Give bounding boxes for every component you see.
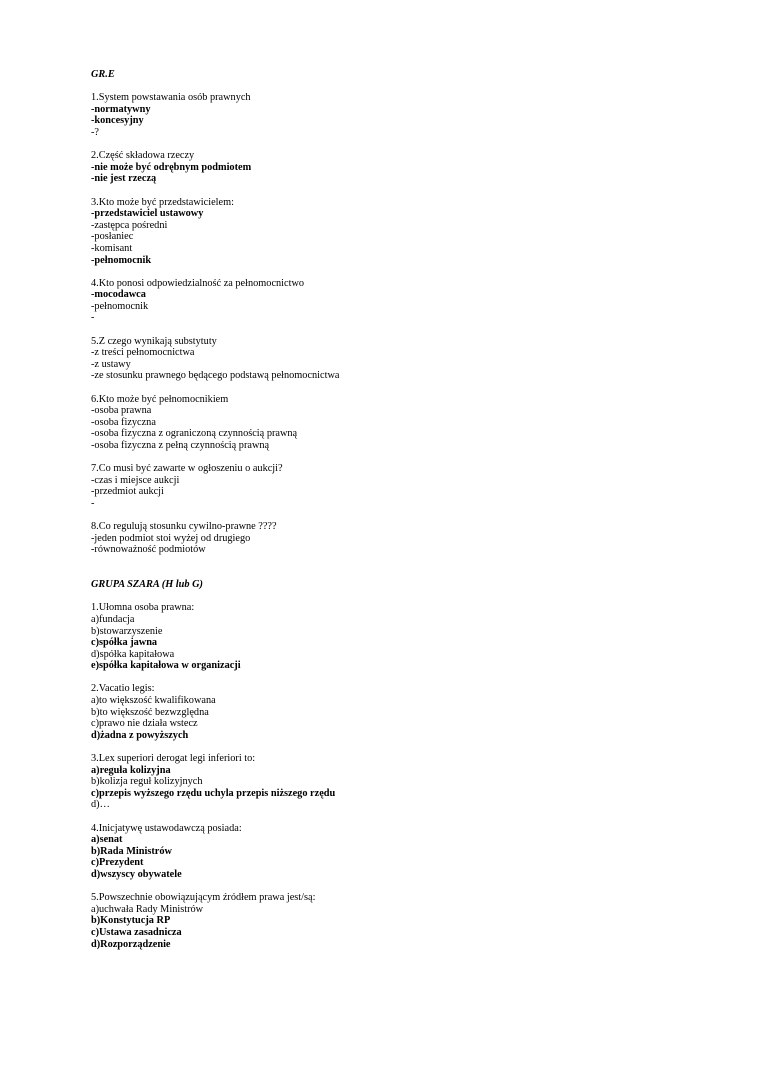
question-text: 4.Inicjatywę ustawodawczą posiada:: [91, 822, 242, 834]
question-block: [91, 463, 691, 509]
question-block: [91, 602, 691, 672]
question-text: 6.Kto może być pełnomocnikiem: [91, 393, 229, 405]
answer-option: -pełnomocnik: [91, 254, 152, 266]
answer-option: -jeden podmiot stoi wyżej od drugiego: [91, 532, 251, 544]
question-block: [91, 521, 691, 556]
question-text: 1.System powstawania osób prawnych: [91, 92, 251, 104]
answer-option: d)wszyscy obywatele: [91, 868, 182, 880]
answer-option: -równoważność podmiotów: [91, 544, 206, 556]
answer-option: -nie jest rzeczą: [91, 173, 157, 185]
answer-option: -przedmiot aukcji: [91, 486, 164, 498]
question-text: 3.Lex superiori derogat legi inferiori to:: [91, 753, 256, 765]
answer-option: -przedstawiciel ustawowy: [91, 208, 204, 220]
question-block: [91, 150, 691, 185]
answer-option: -z treści pełnomocnictwa: [91, 347, 195, 359]
answer-option: -posłaniec: [91, 231, 134, 243]
answer-option: -normatywny: [91, 103, 151, 115]
question-text: 4.Kto ponosi odpowiedzialność za pełnomocnictwo: [91, 277, 305, 289]
question-block: [91, 823, 691, 881]
section-title: GRUPA SZARA (H lub G): [91, 579, 203, 591]
question-text: 2.Vacatio legis:: [91, 683, 155, 695]
answer-option: -z ustawy: [91, 358, 131, 370]
answer-option: -mocodawca: [91, 289, 146, 301]
answer-option: a)fundacja: [91, 613, 135, 625]
answer-option: a)to większość kwalifikowana: [91, 695, 216, 707]
answer-option: -koncesyjny: [91, 115, 144, 127]
answer-option: d)żadna z powyższych: [91, 729, 189, 741]
question-text: 8.Co regulują stosunku cywilno-prawne ????: [91, 521, 277, 533]
answer-option: d)spółka kapitałowa: [91, 648, 175, 660]
answer-option: b)stowarzyszenie: [91, 625, 163, 637]
question-block: [91, 753, 691, 811]
answer-option: -osoba prawna: [91, 405, 152, 417]
answer-option: a)uchwała Rady Ministrów: [91, 903, 204, 915]
answer-option: c)spółka jawna: [91, 637, 158, 649]
answer-option: -osoba fizyczna z ograniczoną czynnością prawną: [91, 428, 298, 440]
answer-option: b)to większość bezwzględna: [91, 706, 209, 718]
answer-option: -czas i miejsce aukcji: [91, 474, 180, 486]
answer-option: c)przepis wyższego rzędu uchyla przepis niższego rzędu: [91, 787, 336, 799]
answer-option: -osoba fizyczna z pełną czynnością prawną: [91, 440, 270, 451]
answer-option: d)…: [91, 799, 110, 811]
question-block: [91, 92, 691, 138]
question-text: 5.Z czego wynikają substytuty: [91, 335, 217, 347]
question-block: [91, 278, 691, 324]
answer-option: -: [91, 312, 95, 324]
question-block: [91, 892, 691, 950]
question-block: [91, 683, 691, 741]
answer-option: b)Rada Ministrów: [91, 845, 172, 857]
answer-option: -: [91, 497, 95, 509]
answer-option: -ze stosunku prawnego będącego podstawą pełnomocnictwa: [91, 370, 340, 382]
question-text: 3.Kto może być przedstawicielem:: [91, 196, 234, 208]
answer-option: -pełnomocnik: [91, 300, 149, 312]
section: [91, 579, 691, 950]
document-body: [91, 69, 691, 950]
answer-option: b)kolizja reguł kolizyjnych: [91, 776, 203, 788]
answer-option: c)Ustawa zasadnicza: [91, 926, 182, 938]
question-block: [91, 336, 691, 382]
answer-option: d)Rozporządzenie: [91, 938, 171, 950]
question-text: 2.Część składowa rzeczy: [91, 150, 195, 162]
section: [91, 69, 691, 556]
answer-option: a)senat: [91, 834, 123, 846]
answer-option: -?: [91, 126, 99, 138]
answer-option: -osoba fizyczna: [91, 416, 156, 428]
question-text: 1.Ułomna osoba prawna:: [91, 602, 195, 614]
question-text: 7.Co musi być zawarte w ogłoszeniu o aukcji?: [91, 463, 283, 475]
answer-option: -zastępca pośredni: [91, 219, 168, 231]
answer-option: a)reguła kolizyjna: [91, 764, 171, 776]
answer-option: -nie może być odrębnym podmiotem: [91, 161, 252, 173]
answer-option: c)Prezydent: [91, 857, 144, 869]
answer-option: -komisant: [91, 242, 133, 254]
answer-option: b)Konstytucja RP: [91, 915, 171, 927]
section-title: GR.E: [91, 69, 115, 80]
question-text: 5.Powszechnie obowiązującym źródłem prawa jest/są:: [91, 892, 316, 904]
answer-option: e)spółka kapitałowa w organizacji: [91, 660, 241, 672]
question-block: [91, 197, 691, 267]
answer-option: c)prawo nie działa wstecz: [91, 718, 198, 730]
question-block: [91, 394, 691, 452]
